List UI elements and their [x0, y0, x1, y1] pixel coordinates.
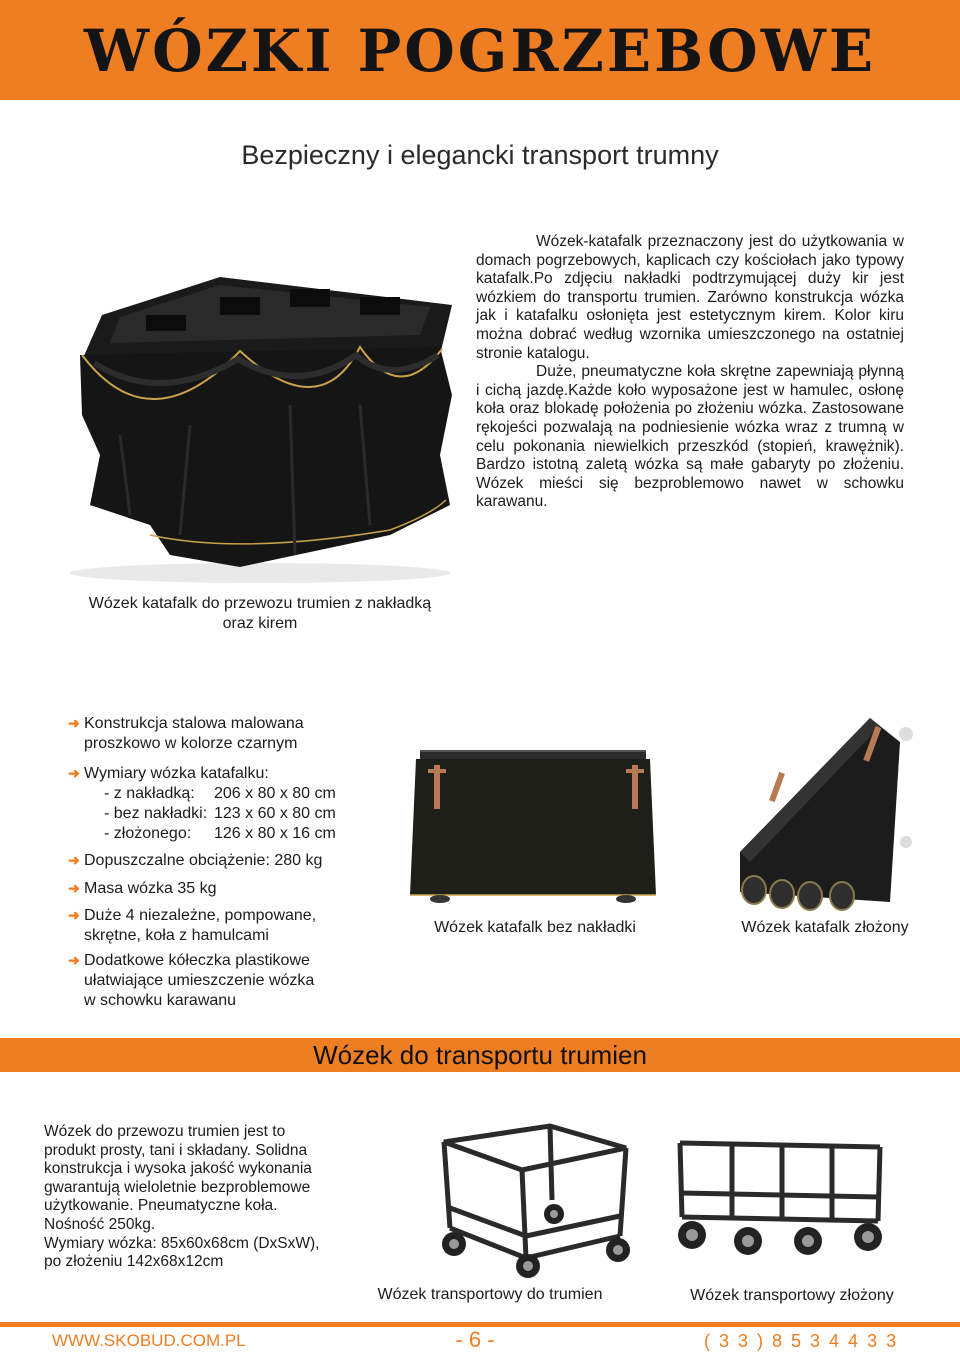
feature-construction: ➜ Konstrukcja stalowa malowana proszkowo w kolorze czarnym: [68, 715, 304, 752]
feature-casters: ➜ Dodatkowe kółeczka plastikowe ułatwiające umieszczenie wózka w schowku karawanu: [68, 952, 315, 1009]
main-image-caption: [60, 594, 460, 634]
arrow-right-icon: ➜: [68, 765, 80, 781]
transport-caption: Wózek transportowy do trumien: [377, 1286, 603, 1303]
without-overlay-caption: Wózek katafalk bez nakładki: [434, 919, 636, 936]
main-caption-line-1: Wózek katafalk do przewozu trumien z nakładką: [88, 595, 432, 612]
feature-wheels: ➜ Duże 4 niezależne, pompowane, skrętne, koła z hamulcami: [68, 907, 317, 944]
transport-description: Wózek do przewozu trumien jest to produkt prosty, tani i składany. Solidna konstrukcja i wysoka jakość wykonania gwarantują wieloletnie bezproblemowe użytkowanie. Pneumatyczne koła. Nośność 250kg. Wymiary wózka: 85x60x68cm (DxSxW), po złożeniu 142x68x12cm: [44, 1123, 320, 1271]
dimension-row: - z nakładką: 206 x 80 x 80 cm: [104, 785, 336, 802]
catafalque-with-overlay-image: [60, 255, 460, 585]
transport-trolley-image: [430, 1118, 640, 1278]
arrow-right-icon: ➜: [68, 907, 80, 923]
transport-folded-caption: Wózek transportowy złożony: [690, 1287, 894, 1304]
dimension-row: - bez nakładki: 123 x 60 x 80 cm: [104, 805, 336, 822]
arrow-right-icon: ➜: [68, 880, 80, 896]
feature-mass: ➜ Masa wózka 35 kg: [68, 880, 217, 897]
page-number: - 6 -: [455, 1327, 495, 1352]
arrow-right-icon: ➜: [68, 952, 80, 968]
folded-caption: Wózek katafalk złożony: [741, 919, 909, 936]
dimension-row: - złożonego: 126 x 80 x 16 cm: [104, 825, 336, 842]
arrow-right-icon: ➜: [68, 852, 80, 868]
description-paragraph-2: Duże, pneumatyczne koła skrętne zapewniają płynną i cichą jazdę.Każde koło wyposażone jest w hamulec, osłonę koła oraz blokadę położenia po złożeniu wózka. Zastosowane rękojeści pozwalają na podniesienie wózka wraz z trumną w celu pokonania niewielkich przeszkód (stopień, krawężnik). Bardzo istotną zaletą wózka są małe gabaryty po złożeniu. Wózek mieści się bezproblemowo nawet w schowku karawanu.: [476, 363, 904, 511]
catafalque-folded-image: [730, 712, 920, 912]
section-title: Wózek do transportu trumien: [313, 1040, 647, 1070]
transport-trolley-folded-image: [672, 1133, 888, 1273]
feature-load: ➜ Dopuszczalne obciążenie: 280 kg: [68, 852, 323, 869]
feature-dimensions: ➜ Wymiary wózka katafalku: - z nakładką: 206 x 80 x 80 cm - bez nakładki: 123 x 60 x 80 cm - złożonego: 126 x 80 x 16 cm: [68, 763, 398, 844]
footer-phone[interactable]: ( 3 3 ) 8 5 3 4 4 3 3: [704, 1331, 899, 1351]
main-caption-line-2: oraz kirem: [222, 615, 298, 632]
page-title: WÓZKI POGRZEBOWE: [83, 17, 877, 85]
arrow-right-icon: ➜: [68, 715, 80, 731]
catafalque-without-overlay-image: [410, 745, 660, 905]
product-description: [476, 233, 904, 512]
footer-website[interactable]: WWW.SKOBUD.COM.PL: [52, 1331, 246, 1350]
description-paragraph-1: Wózek-katafalk przeznaczony jest do użytkowania w domach pogrzebowych, kaplicach czy kościołach jako typowy katafalk.Po zdjęciu nakładki podtrzymującej duży kir jest wózkiem do transportu trumien. Zarówno konstrukcja wózka jak i katafalku osłonięta jest estetycznym kirem. Kolor kiru można dobrać według wzornika umieszczonego na ostatniej stronie katalogu.: [476, 233, 904, 362]
subtitle: Bezpieczny i elegancki transport trumny: [241, 140, 719, 170]
